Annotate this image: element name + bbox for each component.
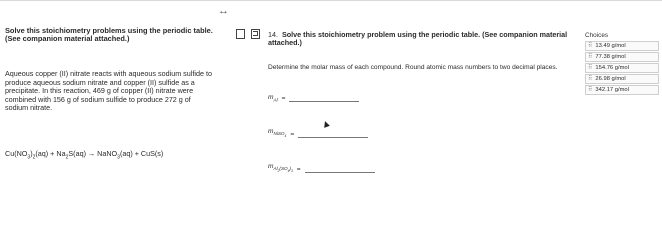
answer-row-al: $m_{Al}$ = [268, 92, 359, 102]
answer-row-al2so43: $m_{Al_2(SO_4)_3}$ = [268, 163, 375, 173]
drop-zone-niso4[interactable] [298, 128, 368, 138]
companion-panel [5, 26, 215, 161]
choice-item[interactable]: ⠿ 77.38 g/mol [585, 52, 659, 62]
choices-panel [585, 32, 659, 96]
question-number: 14. [268, 30, 278, 39]
drag-handle-icon[interactable]: ⠿ [588, 43, 593, 49]
resize-arrows-icon[interactable]: ↔ [218, 5, 229, 17]
answer-label: $m_{NiSO_4}$ [268, 128, 287, 139]
drag-handle-icon[interactable]: ⠿ [588, 76, 593, 82]
answer-label: $m_{Al}$ [268, 93, 278, 102]
problem-text: Aqueous copper (II) nitrate reacts with aqueous sodium sulfide to produce aqueous sodium nitrate and copper (II) sulfide as a precipitate. In this reaction, 469 g of copper (II) nitrate were combined with 156 g of sodium sulfide to produce 272 g of sodium nitrate. [5, 69, 212, 113]
question-title [268, 31, 573, 48]
drop-zone-al2so43[interactable] [305, 163, 375, 173]
mouse-cursor-icon [322, 120, 330, 128]
top-divider [0, 0, 662, 1]
bookmark-icon[interactable] [236, 29, 245, 39]
question-toolbar [236, 29, 260, 39]
drag-handle-icon[interactable]: ⠿ [588, 54, 593, 60]
answer-label: $m_{Al_2(SO_4)_3}$ [268, 163, 293, 174]
choices-title: Choices [585, 32, 609, 39]
choice-item[interactable]: ⠿ 13.49 g/mol [585, 41, 659, 51]
companion-title: Solve this stoichiometry problems using the periodic table. (See companion material attached.) [5, 26, 213, 44]
flag-icon[interactable] [251, 29, 260, 39]
choice-item[interactable]: ⠿ 26.98 g/mol [585, 74, 659, 84]
question-title-text: Solve this stoichiometry problem using the periodic table. (See companion material attached.) [268, 30, 568, 48]
choice-item[interactable]: ⠿ 342.17 g/mol [585, 85, 659, 95]
question-instructions: Determine the molar mass of each compound. Round atomic mass numbers to two decimal places. [268, 64, 558, 71]
drop-zone-al[interactable] [289, 92, 359, 102]
chemical-equation: $Cu(NO_3)_2(aq) + Na_2S(aq)$ → NaNO$_3$(aq) + CuS(s) [5, 149, 164, 161]
drag-handle-icon[interactable]: ⠿ [588, 65, 593, 71]
answer-row-niso4: $m_{NiSO_4}$ = [268, 128, 368, 138]
drag-handle-icon[interactable]: ⠿ [588, 87, 593, 93]
choice-item[interactable]: ⠿ 154.76 g/mol [585, 63, 659, 73]
